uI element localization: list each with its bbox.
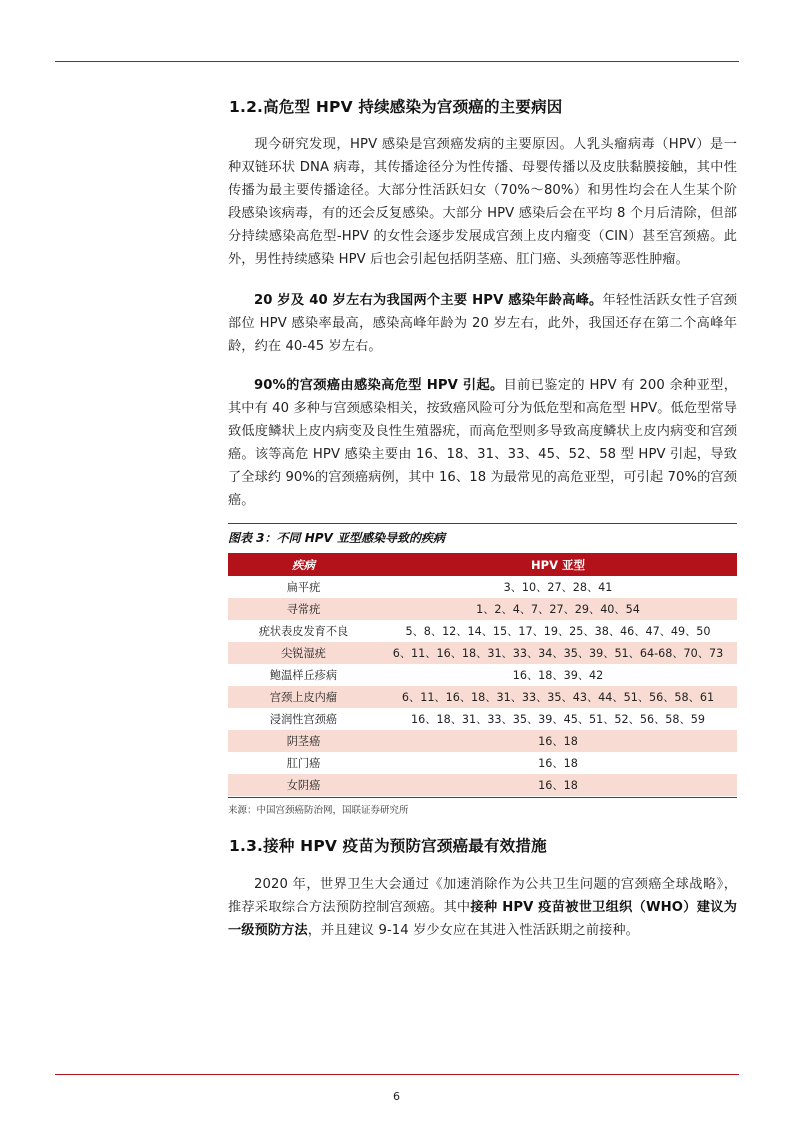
table-row — [228, 730, 737, 752]
header-rule — [55, 61, 739, 62]
section-1-2-paragraph-1 — [228, 133, 737, 271]
table-row — [228, 686, 737, 708]
figure-bottom-rule — [228, 797, 737, 798]
subtype-cell: 16、18 — [538, 757, 578, 770]
table-row — [228, 642, 737, 664]
paragraph-bold-lead: 20 岁及 40 岁左右为我国两个主要 HPV 感染年龄高峰。 — [254, 293, 603, 308]
page-number: 6 — [393, 1090, 400, 1103]
subtype-cell: 6、11、16、18、31、33、35、43、44、51、56、58、61 — [379, 686, 737, 708]
figure-3-title: 图表 3：不同 HPV 亚型感染导致的疾病 — [228, 531, 446, 545]
figure-source: 来源：中国宫颈癌防治网，国联证券研究所 — [228, 805, 409, 816]
figure-top-rule — [228, 523, 737, 524]
disease-cell: 寻常疣 — [228, 598, 379, 620]
subtype-cell: 16、18、39、42 — [512, 669, 604, 682]
disease-cell: 阴茎癌 — [228, 730, 379, 752]
subtype-cell: 3、10、27、28、41 — [503, 581, 613, 594]
table-row — [228, 620, 737, 642]
footer-rule — [55, 1074, 739, 1075]
disease-cell: 疣状表皮发育不良 — [258, 625, 349, 638]
section-1-2-paragraph-2 — [228, 289, 737, 358]
paragraph-bold-phrase: 接种 HPV 疫苗被世卫组织（WHO）建议为一级预防方法 — [228, 900, 737, 938]
table-row — [228, 774, 737, 796]
subtype-cell: 5、8、12、14、15、17、19、25、38、46、47、49、50 — [405, 625, 711, 638]
disease-cell: 鲍温样丘疹病 — [269, 669, 338, 682]
subtype-cell: 16、18、31、33、35、39、45、51、52、56、58、59 — [411, 713, 705, 726]
subtype-cell: 1、2、4、7、27、29、40、54 — [379, 598, 737, 620]
paragraph-text: 现今研究发现，HPV 感染是宫颈癌发病的主要原因。人乳头瘤病毒（HPV）是一种双链环状 DNA 病毒，其传播途径分为性传播、母婴传播以及皮肤黏膜接触，其中性传播为最主要传播途径。大部分性活跃妇女（70%～80%）和男性均会在人生某个阶段感染该病毒，有的还会反复感染。大部分 HPV 感染后会在平均 8 个月后清除，但部分持续感染高危型-HPV 的女性会逐步发展成宫颈上皮内瘤变（CIN）甚至宫颈癌。此外，男性持续感染 HPV 后也会引起包括阴茎癌、肛门癌、头颈癌等恶性肿瘤。 — [228, 137, 737, 267]
table-row — [228, 664, 737, 686]
section-1-3-paragraph-1 — [228, 873, 737, 942]
section-1-2-title: 1.2.高危型 HPV 持续感染为宫颈癌的主要病因 — [229, 98, 563, 116]
header-disease: 疾病 — [228, 553, 379, 576]
disease-cell: 宫颈上皮内瘤 — [228, 686, 379, 708]
paragraph-text: 年轻性活跃女性子宫颈部位 HPV 感染率最高，感染高峰年龄为 20 岁左右，此外，我国还存在第二个高峰年龄，约在 40-45 岁左右。 — [228, 293, 737, 354]
table-header-row — [228, 553, 737, 576]
disease-cell: 扁平疣 — [286, 581, 321, 594]
disease-cell: 尖锐湿疣 — [228, 642, 379, 664]
table-row — [228, 708, 737, 730]
section-1-3-title: 1.3.接种 HPV 疫苗为预防宫颈癌最有效措施 — [229, 837, 547, 855]
disease-cell: 肛门癌 — [286, 757, 321, 770]
subtype-cell: 6、11、16、18、31、33、34、35、39、51、64-68、70、73 — [379, 642, 737, 664]
subtype-cell: 16、18 — [379, 730, 737, 752]
paragraph-bold-lead: 90%的宫颈癌由感染高危型 HPV 引起。 — [254, 378, 504, 393]
paragraph-text: ，并且建议 9-14 岁少女应在其进入性活跃期之前接种。 — [307, 923, 639, 938]
table-row — [228, 598, 737, 620]
paragraph-text: 2020 年，世界卫生大会通过《加速消除作为公共卫生问题的宫颈癌全球战略》，推荐采取综合方法预防控制宫颈癌。其中 — [228, 877, 737, 915]
table-row — [228, 576, 737, 598]
header-hpv-subtype: HPV 亚型 — [379, 553, 737, 576]
hpv-disease-table — [228, 553, 737, 796]
disease-cell: 浸润性宫颈癌 — [269, 713, 338, 726]
table-row — [228, 752, 737, 774]
paragraph-text: 目前已鉴定的 HPV 有 200 余种亚型，其中有 40 多种与宫颈感染相关，按致癌风险可分为低危型和高危型 HPV。低危型常导致低度鳞状上皮内病变及良性生殖器疣，而高危型则多导致高度鳞状上皮内病变和宫颈癌。该等高危 HPV 感染主要由 16、18、31、33、45、52、58 型 HPV 引起，导致了全球约 90%的宫颈癌病例，其中 16、18 为最常见的高危亚型，可引起 70%的宫颈癌。 — [228, 378, 737, 508]
disease-cell: 女阴癌 — [228, 774, 379, 796]
subtype-cell: 16、18 — [379, 774, 737, 796]
section-1-2-paragraph-3 — [228, 374, 737, 512]
